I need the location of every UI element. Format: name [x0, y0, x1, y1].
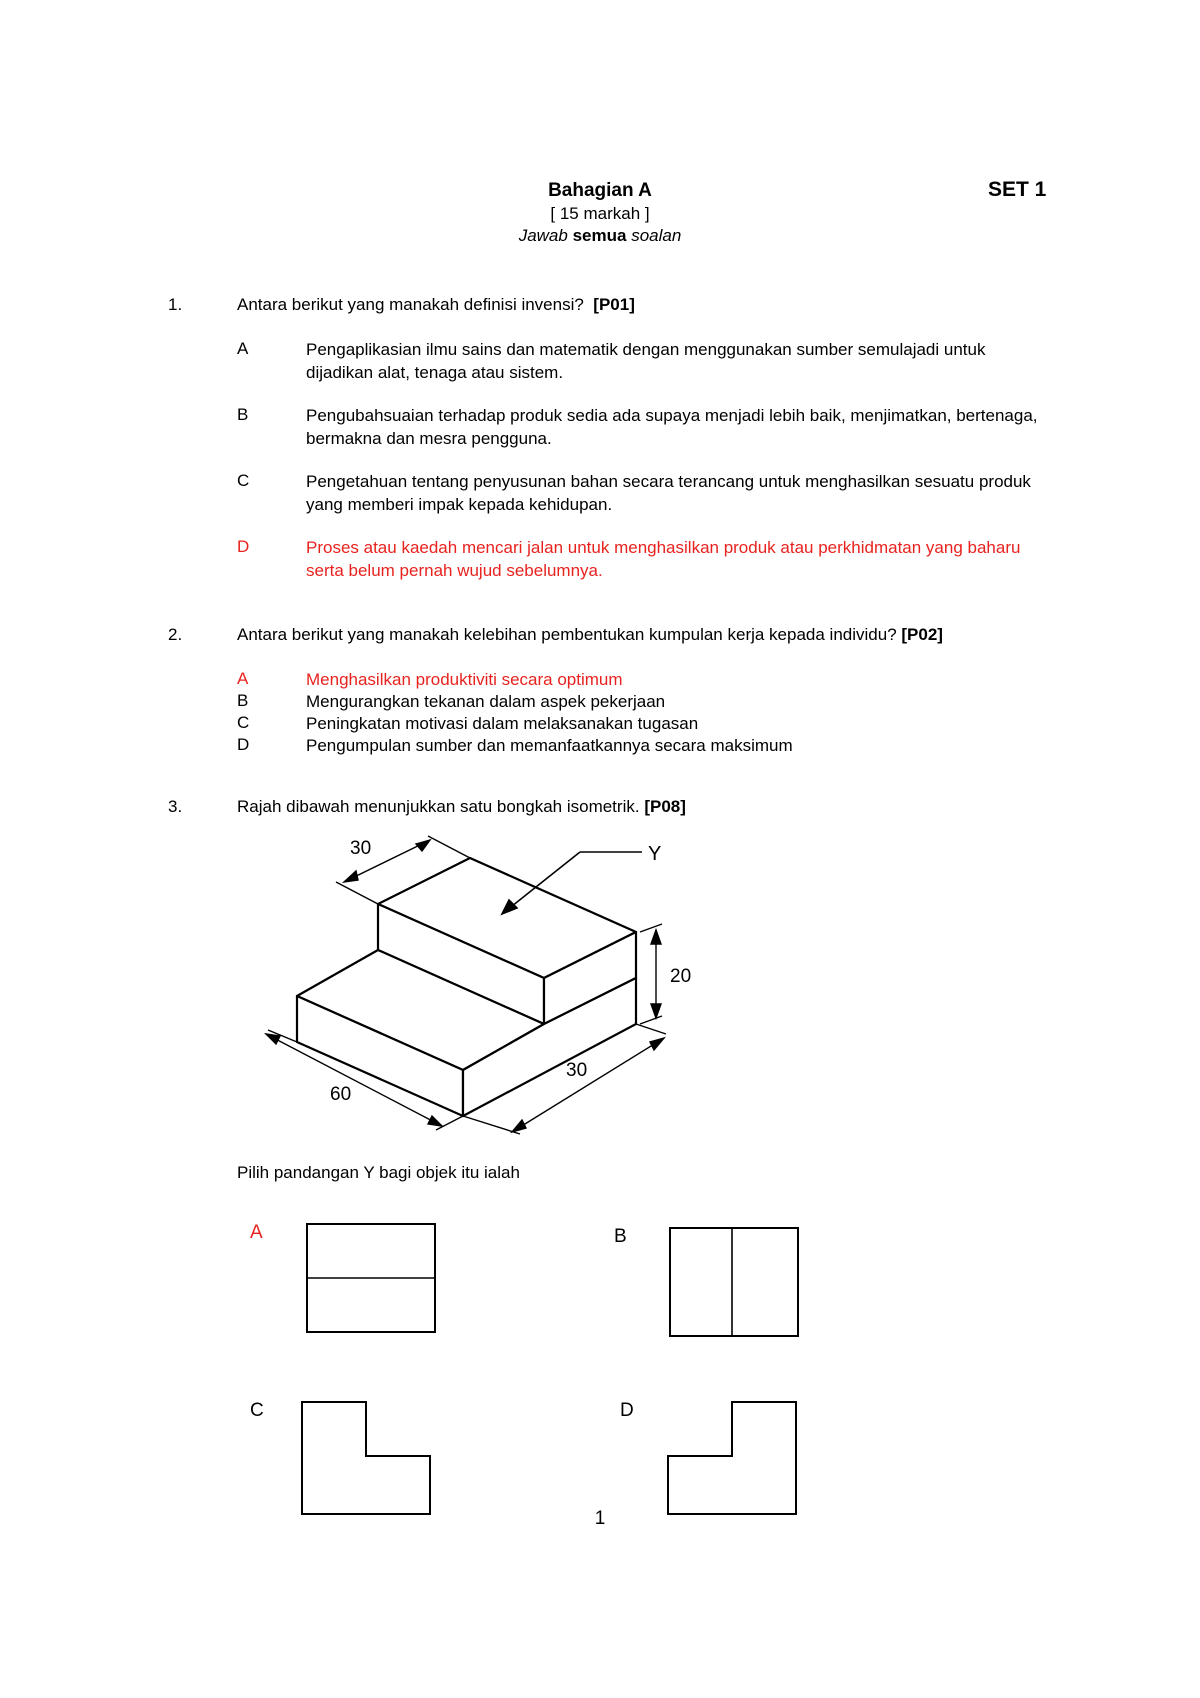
- view-y-label: Y: [648, 843, 662, 865]
- section-title: Bahagian A: [548, 180, 652, 201]
- q2-option-c-letter: C: [237, 713, 250, 732]
- q1-option-c-letter: C: [237, 471, 250, 490]
- q1-number: 1.: [168, 295, 183, 314]
- q2-code: [P02]: [901, 625, 943, 644]
- q2-stem: Antara berikut yang manakah kelebihan pembentukan kumpulan kerja kepada individu?: [237, 625, 897, 644]
- q2-option-d-text: Pengumpulan sumber dan memanfaatkannya secara maksimum: [306, 736, 793, 755]
- q1-option-d-letter: D: [237, 537, 250, 556]
- dim-depth-label: 30: [566, 1060, 588, 1081]
- q1-option-b-text: Pengubahsuaian terhadap produk sedia ada supaya menjadi lebih baik, menjimatkan, bertenaga, bermakna dan mesra pengguna.: [306, 406, 1038, 448]
- instruction-suffix: soalan: [631, 226, 682, 245]
- q2-option-c-text: Peningkatan motivasi dalam melaksanakan tugasan: [306, 714, 699, 733]
- q3-option-d-figure: [666, 1400, 800, 1518]
- q3-option-d-letter: D: [620, 1400, 634, 1421]
- q1-code: [P01]: [593, 295, 635, 314]
- q3-number: 3.: [168, 797, 183, 816]
- q1-option-c-text: Pengetahuan tentang penyusunan bahan secara terancang untuk menghasilkan sesuatu produk yang memberi impak kepada kehidupan.: [306, 472, 1031, 514]
- set-label: SET 1: [988, 178, 1047, 201]
- page-number: 1: [594, 1508, 606, 1529]
- dim-height-label: 20: [670, 966, 692, 987]
- q3-option-c-letter: C: [250, 1400, 264, 1421]
- q3-prompt: Pilih pandangan Y bagi objek itu ialah: [237, 1163, 520, 1182]
- q3-option-c-figure: [300, 1400, 434, 1518]
- q2-option-a-text: Menghasilkan produktiviti secara optimum: [306, 670, 623, 689]
- instruction-bold: semua: [572, 226, 627, 245]
- q2-option-b-letter: B: [237, 691, 249, 710]
- q1-option-b-letter: B: [237, 405, 249, 424]
- section-marks: [0, 204, 1200, 224]
- q3-stem: Rajah dibawah menunjukkan satu bongkah isometrik.: [237, 797, 640, 816]
- q2-text: [237, 625, 1057, 645]
- dim-length-label: 60: [330, 1084, 352, 1105]
- q3-option-b-figure: [668, 1226, 800, 1338]
- instruction-prefix: Jawab: [518, 226, 568, 245]
- q2-option-d-letter: D: [237, 735, 250, 754]
- dim-top-width-label: 30: [350, 838, 372, 859]
- q2-option-a-letter: A: [237, 669, 249, 688]
- q1-option-a-text: Pengaplikasian ilmu sains dan matematik dengan menggunakan sumber semulajadi untuk dijadikan alat, tenaga atau sistem.: [306, 340, 986, 382]
- q3-text: [237, 797, 686, 817]
- isometric-block-diagram: [230, 820, 730, 1140]
- q3-option-a-letter: A: [250, 1222, 263, 1243]
- marks-text: [ 15 markah ]: [550, 204, 650, 223]
- section-instruction: [0, 226, 1200, 246]
- q2-number: 2.: [168, 625, 183, 644]
- q3-option-b-letter: B: [614, 1226, 627, 1247]
- q1-text: [237, 295, 635, 315]
- q3-code: [P08]: [644, 797, 686, 816]
- q1-option-a-letter: A: [237, 339, 249, 358]
- q3-option-a-figure: [305, 1222, 437, 1334]
- q2-option-b-text: Mengurangkan tekanan dalam aspek pekerjaan: [306, 692, 666, 711]
- dim-height: [640, 924, 662, 1024]
- q1-stem: Antara berikut yang manakah definisi invensi?: [237, 295, 584, 314]
- q1-option-d-text: Proses atau kaedah mencari jalan untuk menghasilkan produk atau perkhidmatan yang baharu serta belum pernah wujud sebelumnya.: [306, 538, 1021, 580]
